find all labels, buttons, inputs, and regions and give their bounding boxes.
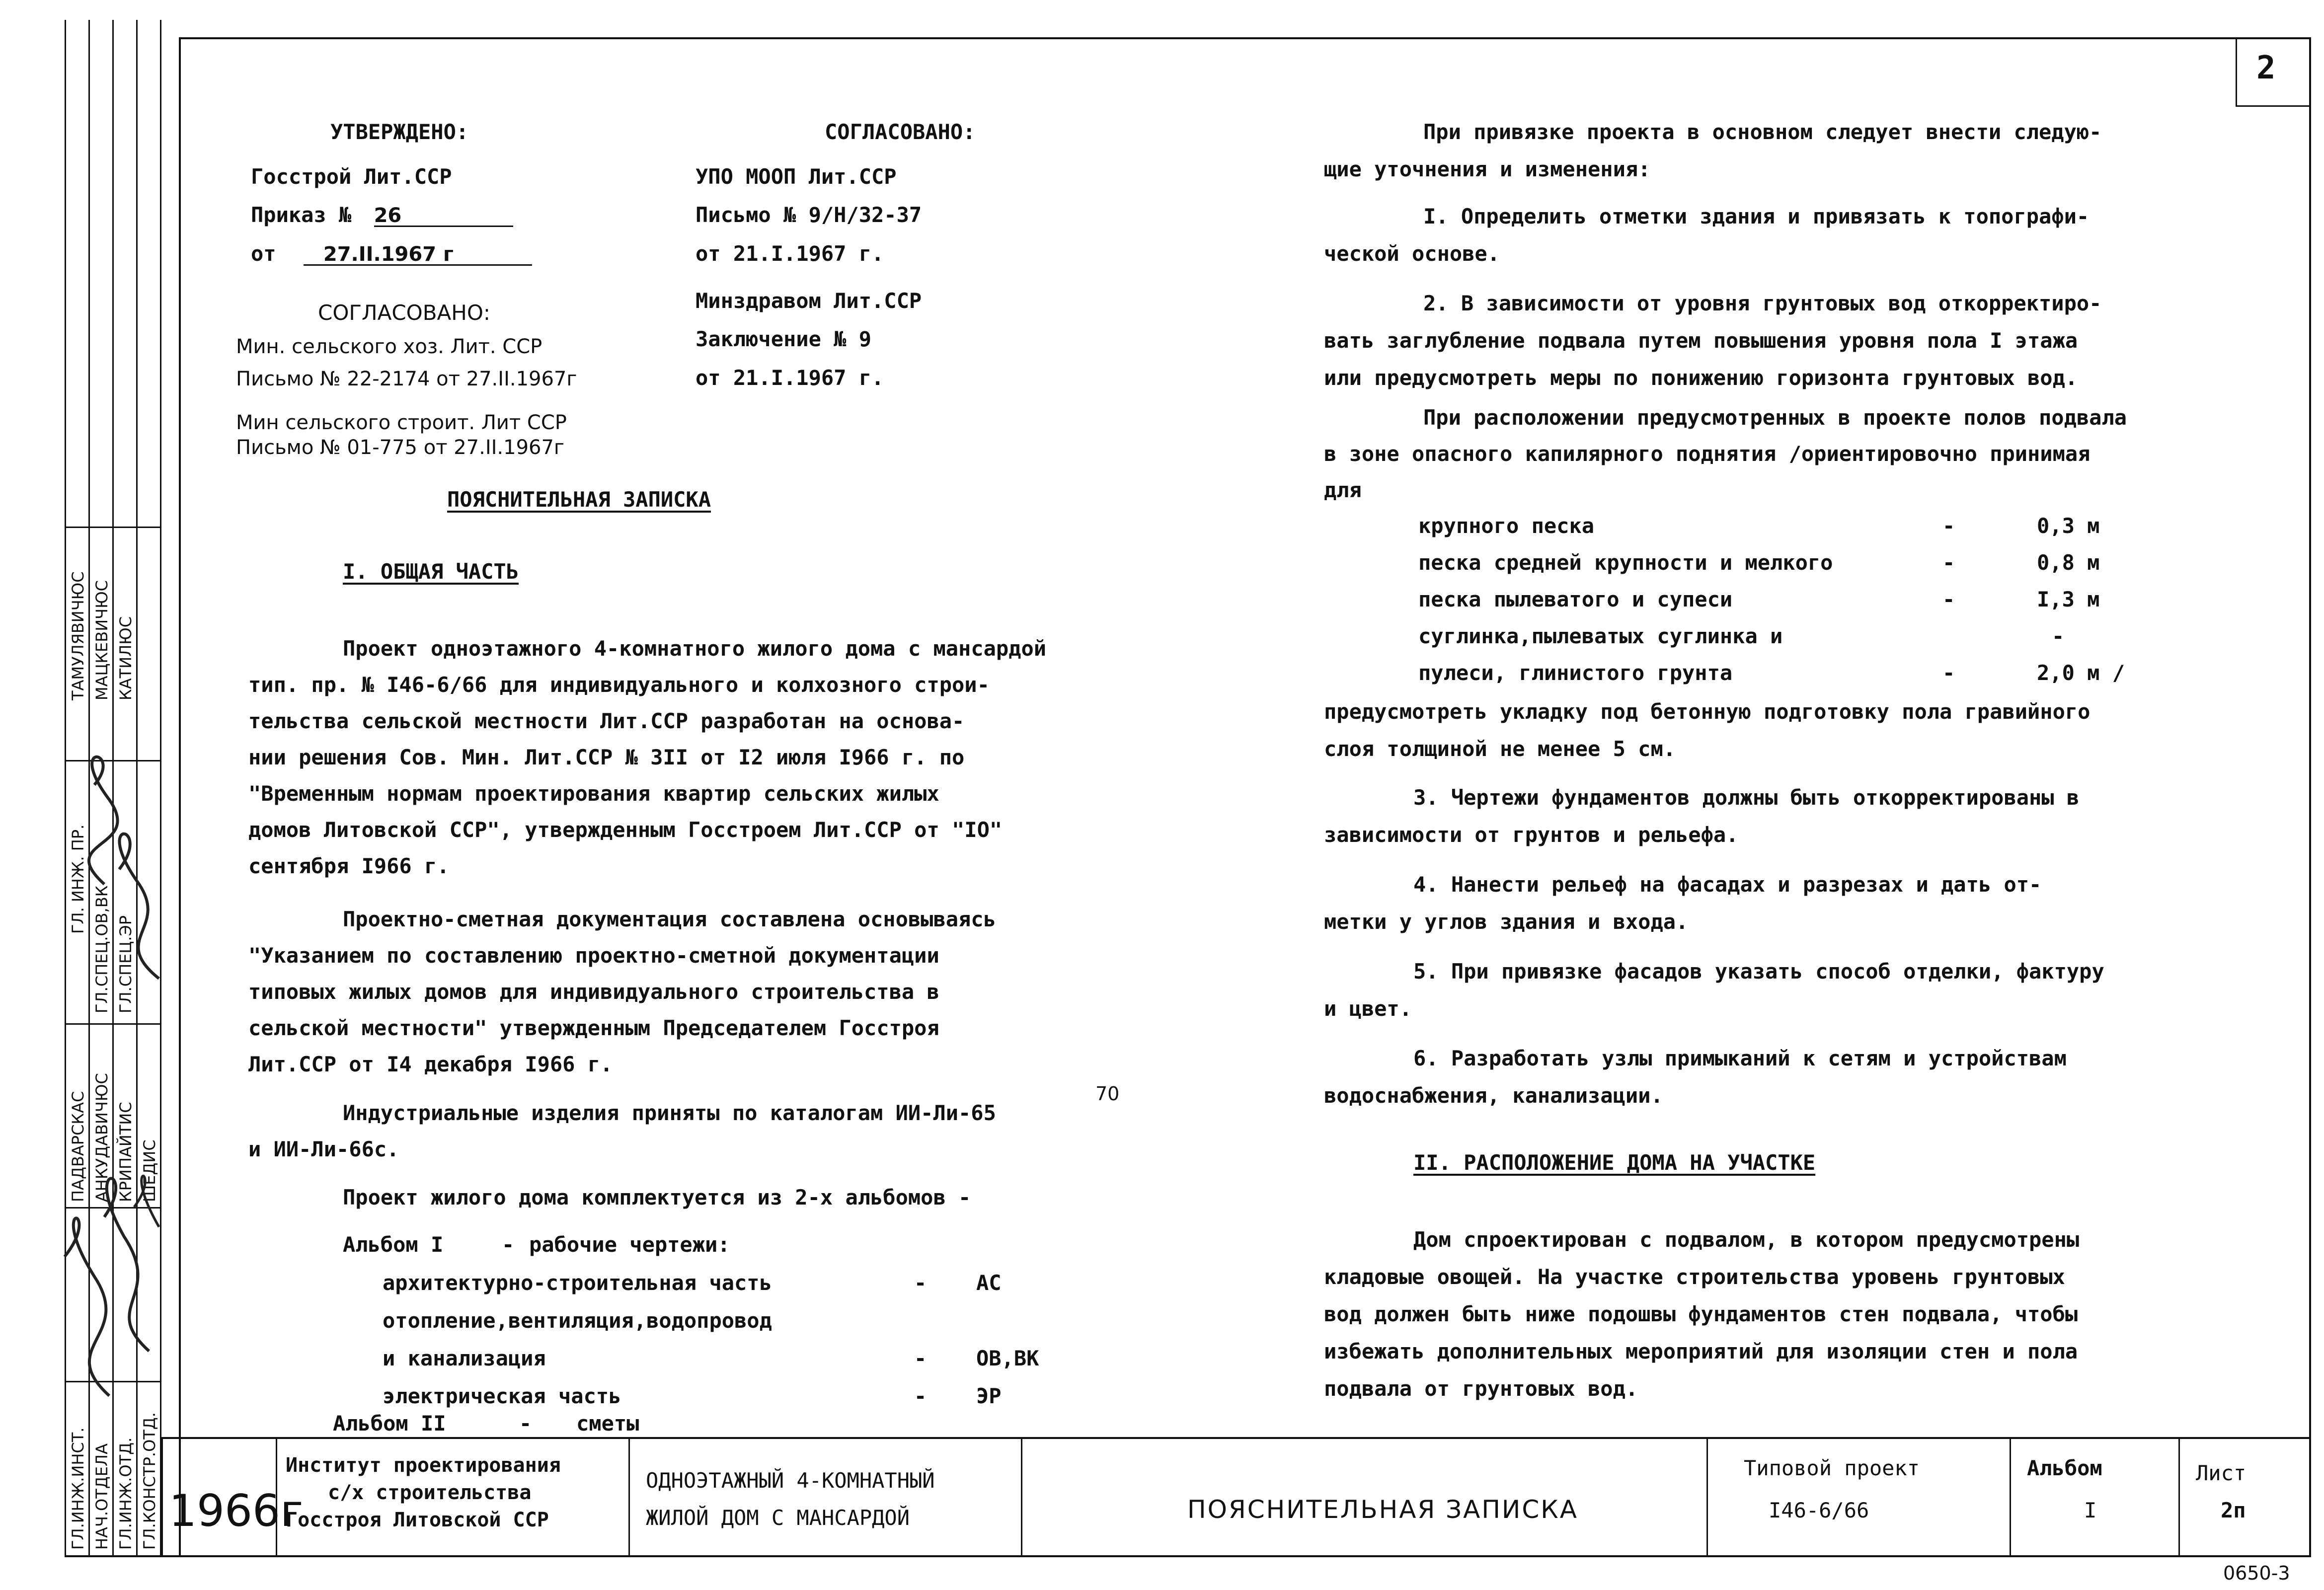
album-item-1-name: архитектурно-строительная часть (383, 1271, 772, 1295)
s1-p1-l3: тельства сельской местности Лит.ССР разработан на основа- (248, 709, 965, 733)
approved-title: УТВЕРЖДЕНО: (330, 120, 469, 144)
r-item2c-l2: слоя толщиной не менее 5 см. (1324, 737, 1676, 761)
r-item6-l1: 6. Разработать узлы примыканий к сетям и устройствам (1413, 1046, 2067, 1070)
s1-p1-l4: нии решения Сов. Мин. Лит.ССР № 3II от I2 июля I966 г. по (248, 745, 965, 769)
stamp-c2-role: НАЧ.ОТДЕЛА (92, 1443, 111, 1550)
s1-p3-l2: и ИИ-Ли-66с. (248, 1137, 399, 1161)
album-item-4-code: ЭР (976, 1384, 1002, 1408)
s1-p3-sup: 70 (1095, 1083, 1120, 1105)
album2-label: Альбом II (333, 1411, 446, 1436)
r-item2b-l1: При расположении предусмотренных в проекте полов подвала (1423, 405, 2127, 430)
soil-5-name: пулеси, глинистого грунта (1418, 661, 1733, 685)
album-item-4-name: электрическая часть (383, 1384, 621, 1408)
s1-p3-l1: Индустриальные изделия приняты по каталогам ИИ-Ли-65 (343, 1101, 996, 1125)
s1-p1-l2: тип. пр. № I46-6/66 для индивидуального и колхозного строи- (248, 673, 990, 697)
approved-order-label: Приказ № (251, 203, 352, 227)
album-item-3-code: ОВ,ВК (976, 1346, 1039, 1370)
tb-doc-title: ПОЯСНИТЕЛЬНАЯ ЗАПИСКА (1187, 1495, 1578, 1524)
soil-1-name: крупного песка (1418, 514, 1595, 538)
soil-2-dash: - (1942, 550, 1955, 575)
agreed-hw-line3: Мин сельского строит. Лит ССР (236, 411, 567, 434)
s1-p2-l2: "Указанием по составлению проектно-сметной документации (248, 943, 939, 968)
s1-p4: Проект жилого дома комплектуется из 2-х альбомов - (343, 1185, 971, 1210)
tb-institute-l3: Госстроя Литовской ССР (286, 1509, 549, 1531)
soil-1-dash: - (1942, 514, 1955, 538)
tb-institute-l1: Институт проектирования (286, 1454, 561, 1477)
agreed-hw-line2: Письмо № 22-2174 от 27.II.1967г (236, 368, 577, 390)
tb-album-label: Альбом (2027, 1456, 2102, 1480)
agreed-line1: УПО МООП Лит.ССР (696, 164, 897, 189)
r-item4-l1: 4. Нанести рельеф на фасадах и разрезах и дать от- (1413, 872, 2042, 897)
tb-project-l1: ОДНОЭТАЖНЫЙ 4-КОМНАТНЫЙ (646, 1468, 935, 1493)
album-item-2-name: отопление,вентиляция,водопровод (383, 1308, 772, 1333)
r-item2-l2: вать заглубление подвала путем повышения уровня пола I этажа (1324, 328, 2078, 353)
stamp-c1-name: ПАДВАРСКАС (69, 1091, 87, 1202)
stamp-c3-name2: КАТИЛЮС (116, 616, 135, 700)
agreed-line5: Заключение № 9 (696, 327, 872, 351)
agreed-hw-line1: Мин. сельского хоз. Лит. ССР (236, 335, 542, 358)
soil-2-name: песка средней крупности и мелкого (1418, 550, 1833, 575)
soil-5-dash: - (1942, 661, 1955, 685)
s1-p1-l5: "Временным нормам проектирования квартир сельских жилых (248, 781, 939, 806)
page-number: 2 (2256, 50, 2276, 86)
soil-3-name: песка пылеватого и супеси (1418, 587, 1733, 611)
soil-2-value: 0,8 м (2037, 550, 2100, 575)
stamp-c4-role: ГЛ.КОНСТР.ОТД. (140, 1412, 159, 1550)
album1-label: Альбом I (343, 1232, 444, 1257)
agreed-hw-title: СОГЛАСОВАНО: (318, 301, 491, 325)
tb-sheet-value: 2п (2221, 1498, 2246, 1522)
agreed-line4: Минздравом Лит.ССР (696, 289, 922, 313)
stamp-c3-role: ГЛ.ИНЖ.ОТД. (116, 1437, 135, 1550)
album-item-3-dash: - (914, 1346, 927, 1370)
s1-p2-l4: сельской местности" утвержденным Председателем Госстроя (248, 1016, 939, 1040)
album1-dash: - (502, 1232, 515, 1257)
r-item1-l2: ческой основе. (1324, 241, 1500, 266)
r-item2-l1: 2. В зависимости от уровня грунтовых вод откорректиро- (1423, 291, 2102, 315)
stamp-c2-name2: МАЦКЕВИЧЮС (92, 580, 111, 700)
approved-order-no: 26 (374, 206, 513, 227)
r-item2b-l3: для (1324, 478, 1362, 502)
album2-dash: - (519, 1411, 532, 1436)
s2-l4: избежать дополнительных мероприятий для изоляции стен и пола (1324, 1339, 2078, 1363)
soil-3-dash: - (1942, 587, 1955, 611)
r-item2b-l2: в зоне опасного капилярного поднятия /ориентировочно принимая (1324, 442, 2091, 466)
soil-5-value: 2,0 м / (2037, 661, 2125, 685)
tb-institute-l2: с/х строительства (328, 1481, 532, 1504)
album-item-4-dash: - (914, 1384, 927, 1408)
agreed-line6: от 21.I.1967 г. (696, 366, 884, 390)
soil-4-name: суглинка,пылеватых суглинка и (1418, 624, 1783, 648)
r-item5-l2: и цвет. (1324, 996, 1412, 1021)
s1-p2-l1: Проектно-сметная документация составлена основываясь (343, 907, 996, 931)
tb-sheet-label: Лист (2196, 1461, 2247, 1485)
tb-project-l2: ЖИЛОЙ ДОМ С МАНСАРДОЙ (646, 1506, 910, 1530)
s2-l3: вод должен быть ниже подошвы фундаментов стен подвала, чтобы (1324, 1302, 2078, 1326)
approved-date: 27.II.1967 г (304, 244, 532, 266)
soil-1-value: 0,3 м (2037, 514, 2100, 538)
stamp-c1-role: ГЛ.ИНЖ.ИНСТ. (69, 1427, 87, 1550)
s1-p1-l6: домов Литовской ССР", утвержденным Госстроем Лит.ССР от "IO" (248, 818, 1003, 842)
tb-year: 1966г (169, 1485, 304, 1536)
r-intro-l1: При привязке проекта в основном следует внести следую- (1423, 120, 2102, 144)
s2-l5: подвала от грунтовых вод. (1324, 1376, 1638, 1401)
album-item-3-name: и канализация (383, 1346, 546, 1370)
agreed-title: СОГЛАСОВАНО: (825, 120, 976, 144)
note-title: ПОЯСНИТЕЛЬНАЯ ЗАПИСКА (447, 487, 711, 512)
tb-typ-value: I46-6/66 (1769, 1498, 1869, 1522)
album-item-1-code: АС (976, 1271, 1002, 1295)
section2-heading: II. РАСПОЛОЖЕНИЕ ДОМА НА УЧАСТКЕ (1413, 1150, 1816, 1175)
approved-org: Госстрой Лит.ССР (251, 164, 452, 189)
stamp-c1-role2: ГЛ. ИНЖ. ПР. (69, 824, 87, 934)
r-item2-l3: или предусмотреть меры по понижению горизонта грунтовых вод. (1324, 366, 2078, 390)
tb-typ-label: Типовой проект (1744, 1456, 1920, 1480)
stamp-c1-name2: ТАМУЛЯВИЧЮС (69, 571, 87, 700)
stamp-c4-name: ШЕДИС (140, 1139, 159, 1202)
album-item-1-dash: - (914, 1271, 927, 1295)
album1-desc: рабочие чертежи: (529, 1232, 730, 1257)
r-item6-l2: водоснабжения, канализации. (1324, 1083, 1663, 1108)
agreed-line2: Письмо № 9/Н/32-37 (696, 203, 922, 227)
signatures-graphic (35, 720, 179, 1490)
s1-p1-l7: сентября I966 г. (248, 854, 450, 878)
stamp-c2-name: АНКУДАВИЧЮС (92, 1073, 111, 1202)
r-item5-l1: 5. При привязке фасадов указать способ отделки, фактуру (1413, 959, 2104, 984)
archive-code: 0650-3 (2223, 1562, 2290, 1584)
soil-3-value: I,3 м (2037, 587, 2100, 611)
tb-album-value: I (2084, 1498, 2097, 1522)
section1-heading: I. ОБЩАЯ ЧАСТЬ (343, 559, 519, 584)
s1-p1-l1: Проект одноэтажного 4-комнатного жилого дома с мансардой (343, 636, 1047, 661)
s2-l2: кладовые овощей. На участке строительства уровень грунтовых (1324, 1265, 2065, 1289)
stamp-c3-role2: ГЛ.СПЕЦ.ЭР (116, 915, 135, 1013)
r-item2c-l1: предусмотреть укладку под бетонную подготовку пола гравийного (1324, 699, 2091, 724)
soil-4-value: - (2052, 624, 2065, 648)
agreed-hw-line4: Письмо № 01-775 от 27.II.1967г (236, 436, 564, 459)
agreed-line3: от 21.I.1967 г. (696, 241, 884, 266)
r-item3-l1: 3. Чертежи фундаментов должны быть откорректированы в (1413, 785, 2080, 810)
s1-p2-l3: типовых жилых домов для индивидуального строительства в (248, 980, 939, 1004)
stamp-c3-name: КРИПАЙТИС (116, 1102, 135, 1202)
s1-p2-l5: Лит.ССР от I4 декабря I966 г. (248, 1052, 613, 1076)
album2-desc: сметы (576, 1411, 639, 1436)
r-item4-l2: метки у углов здания и входа. (1324, 909, 1689, 934)
s2-l1: Дом спроектирован с подвалом, в котором предусмотрены (1413, 1227, 2080, 1252)
stamp-c2-role2: ГЛ.СПЕЦ.ОВ,ВК (92, 885, 111, 1013)
approved-date-label: от (251, 241, 276, 266)
r-item3-l2: зависимости от грунтов и рельефа. (1324, 823, 1739, 847)
r-item1-l1: I. Определить отметки здания и привязать к топографи- (1423, 204, 2090, 228)
r-intro-l2: щие уточнения и изменения: (1324, 157, 1651, 181)
